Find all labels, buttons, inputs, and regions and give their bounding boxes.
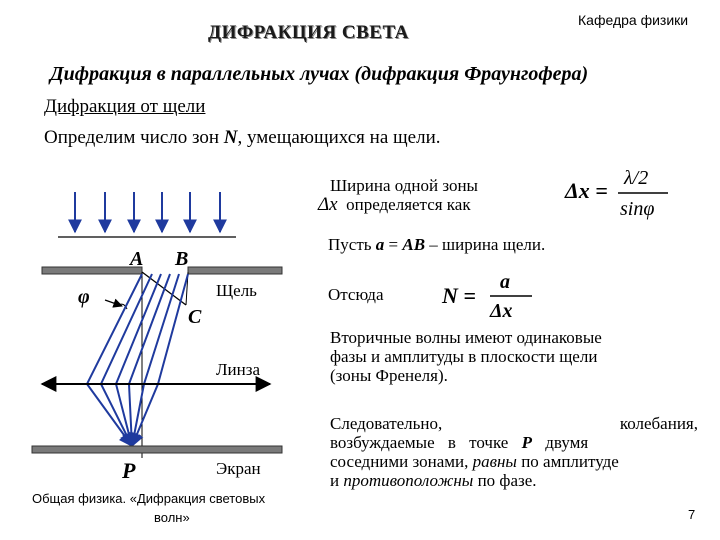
- screen-plate: [32, 446, 282, 453]
- diffraction-diagram: [0, 0, 330, 540]
- label-phi: φ: [78, 286, 90, 308]
- zone-width-line1: Ширина одной зоны: [330, 176, 478, 195]
- label-C: C: [188, 306, 202, 328]
- consequence-line1: Следовательно, колебания,: [330, 414, 698, 433]
- angle-arrow: [105, 300, 122, 306]
- formula-n-den: Δx: [490, 300, 513, 322]
- slit-plate-left: [42, 267, 142, 274]
- slit-definition: Пусть a = AB – ширина щели.: [328, 235, 546, 254]
- secondary-waves-line2: фазы и амплитуды в плоскости щели: [330, 347, 598, 366]
- diffracted-rays: [87, 274, 188, 446]
- label-A: A: [130, 248, 144, 270]
- page-number: 7: [688, 507, 696, 522]
- department-label: Кафедра физики: [578, 12, 689, 28]
- hence-label: Отсюда: [328, 285, 384, 304]
- consequence-line3: соседними зонами, равны по амплитуде: [330, 452, 619, 471]
- incident-rays: [75, 192, 220, 232]
- symbol-dx: Δx: [318, 194, 338, 215]
- formula-n-lhs: N =: [442, 283, 476, 308]
- secondary-waves-line3: (зоны Френеля).: [330, 366, 448, 385]
- label-lens: Линза: [216, 360, 260, 379]
- page-title: ДИФРАКЦИЯ СВЕТА: [208, 22, 409, 43]
- consequence-line2: возбуждаемые в точке P двумя: [330, 433, 589, 452]
- section-subsubtitle: Дифракция от щели: [44, 96, 206, 117]
- formula-n-num: a: [500, 271, 510, 293]
- zone-width-line2: Δx определяется как: [318, 194, 471, 215]
- consequence-line4: и противоположны по фазе.: [330, 471, 537, 490]
- footer-text: Общая физика. «Дифракция световых волн»: [32, 491, 266, 525]
- label-P: P: [122, 458, 136, 483]
- symbol-N: N: [223, 127, 238, 148]
- label-slit: Щель: [216, 281, 257, 300]
- label-B: B: [175, 248, 189, 270]
- intro-text: Определим число зон N, умещающихся на щели.: [44, 127, 441, 148]
- label-screen: Экран: [216, 459, 261, 478]
- section-subtitle: Дифракция в параллельных лучах (дифракция Фраунгофера): [50, 63, 589, 85]
- slit-plate-right: [188, 267, 282, 274]
- secondary-waves-line1: Вторичные волны имеют одинаковые: [330, 328, 602, 347]
- formula-dx-lhs: Δx =: [565, 178, 608, 203]
- formula-dx-den: sinφ: [620, 198, 655, 220]
- formula-dx-num: λ/2: [624, 167, 649, 189]
